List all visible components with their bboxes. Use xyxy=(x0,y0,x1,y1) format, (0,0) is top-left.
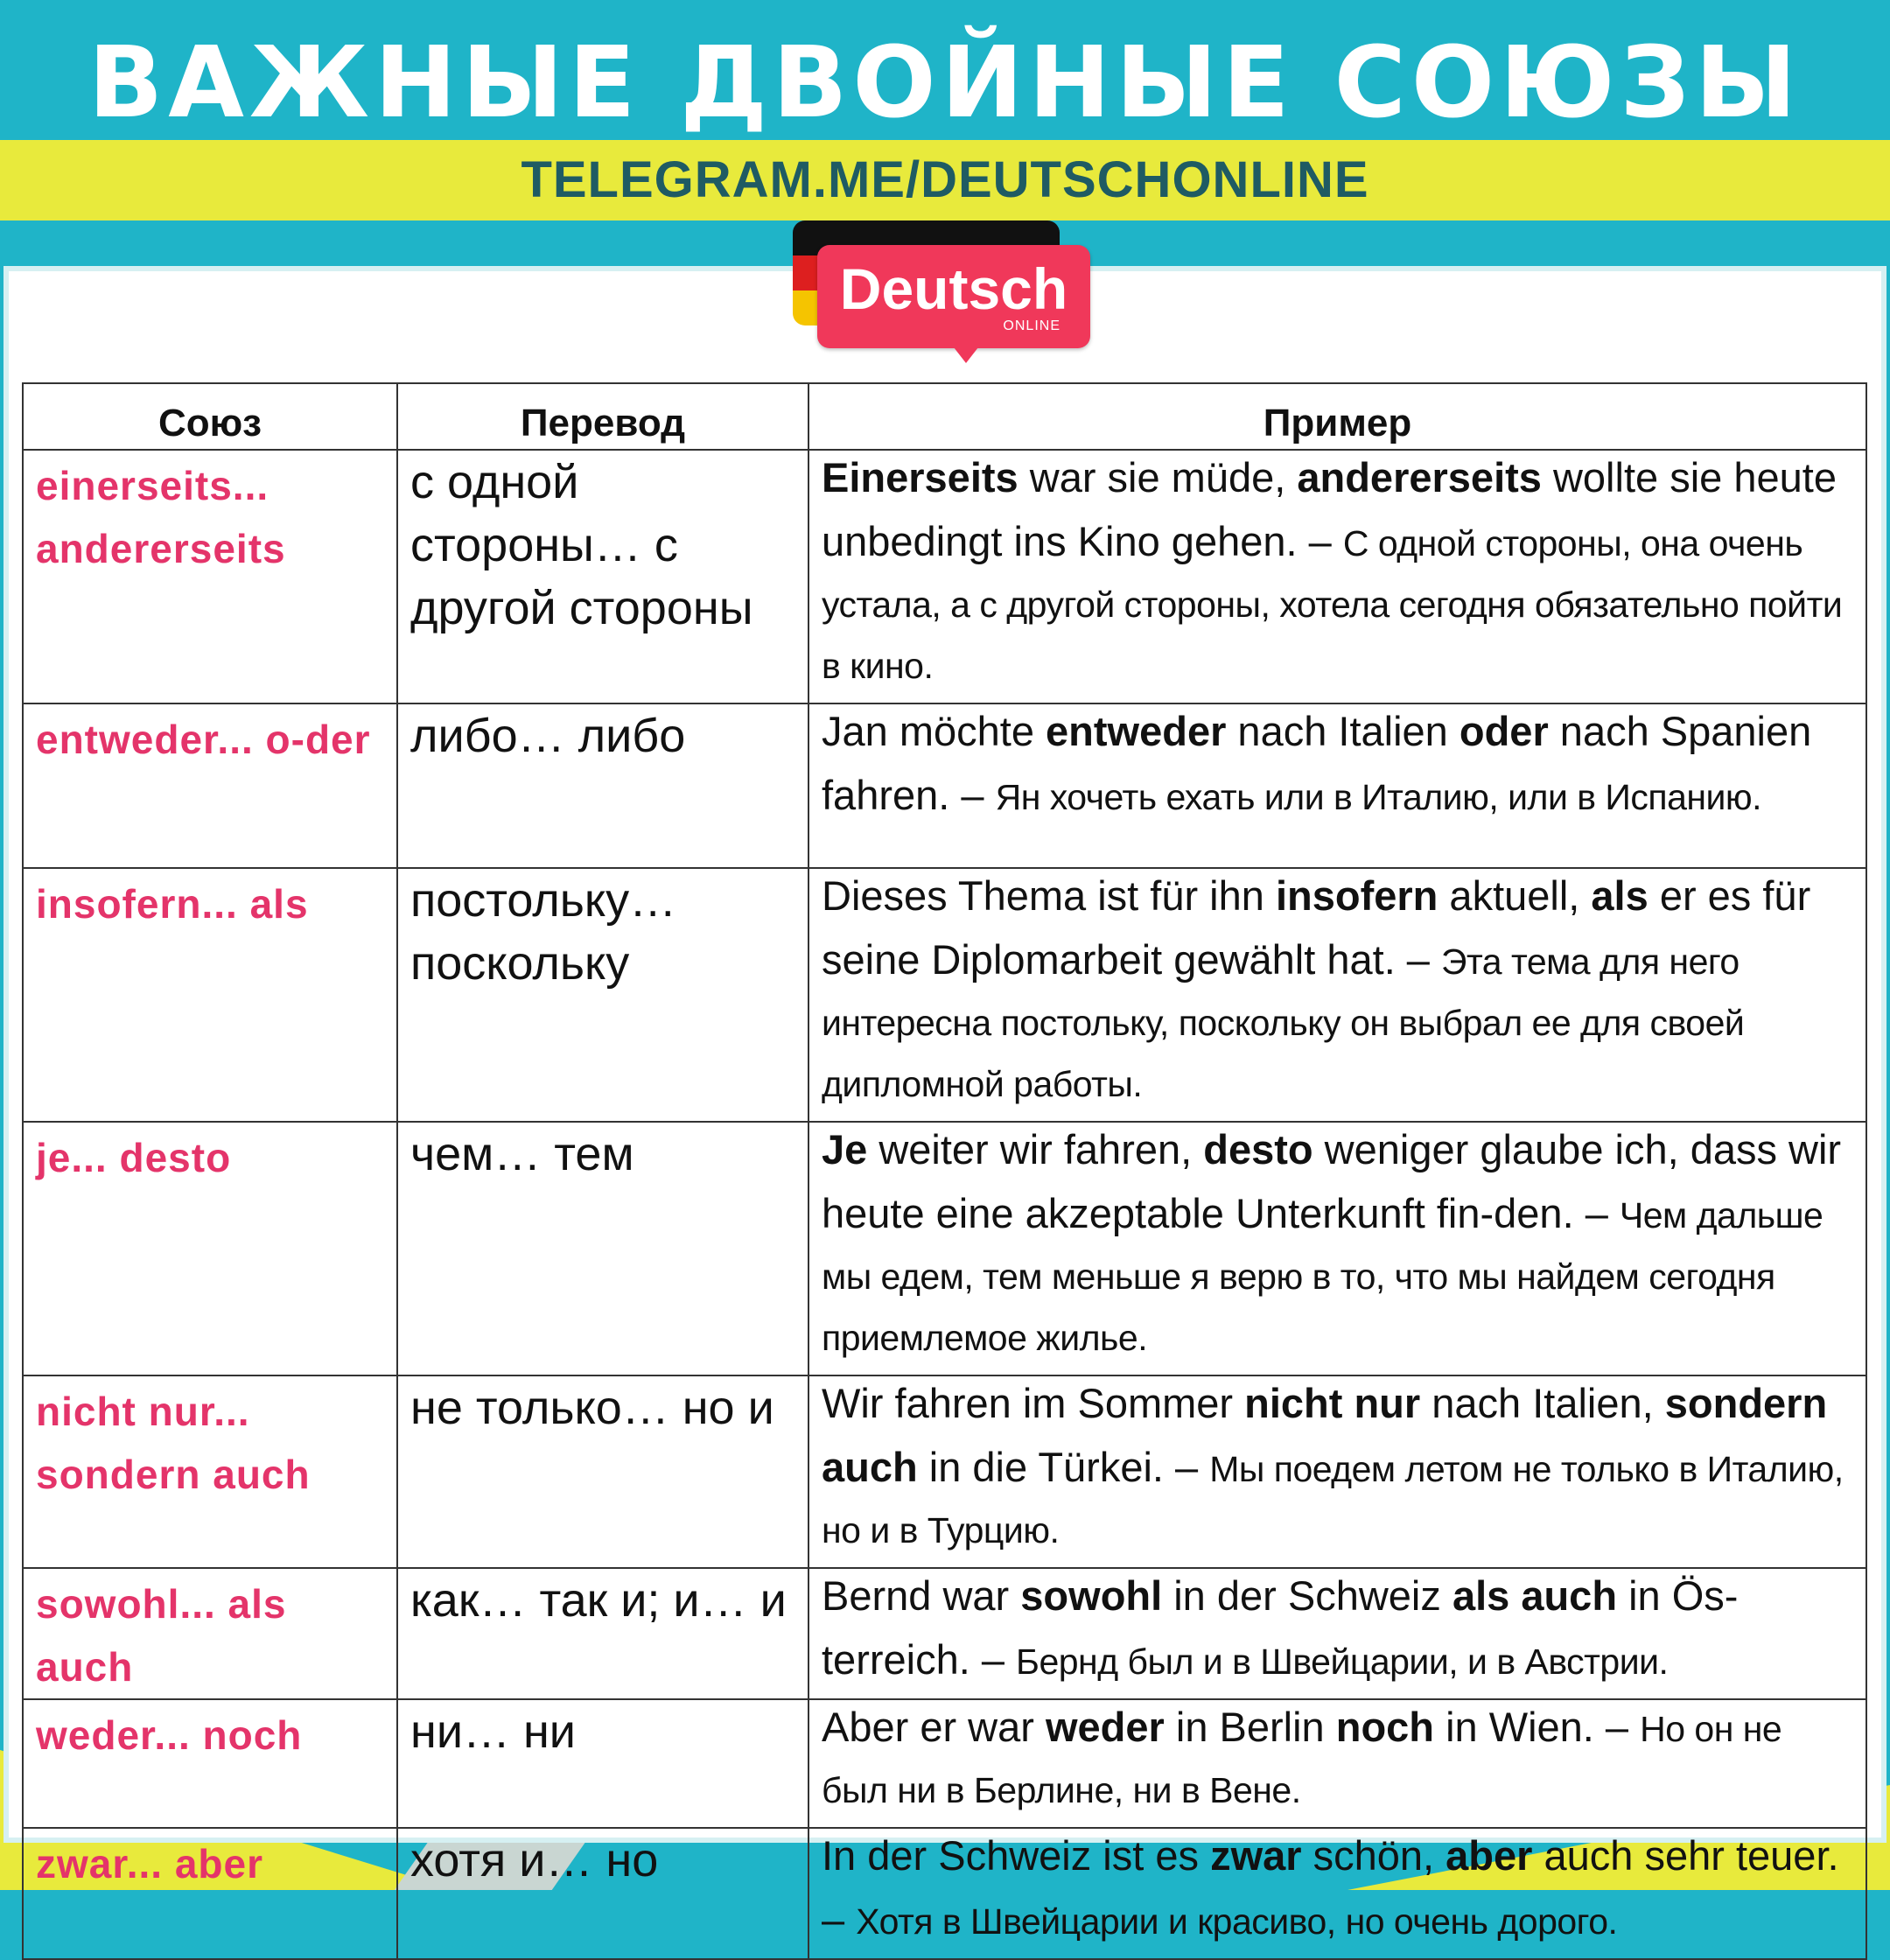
header xyxy=(0,0,1890,140)
example-cell xyxy=(808,1828,1866,1959)
conjunction-cell: je... desto xyxy=(23,1122,397,1376)
highlighted-conjunction: andererseits xyxy=(1297,454,1542,500)
example-text: er es für seine Diplomarbeit gewählt hat. – xyxy=(822,872,1811,983)
conjunction-cell: einerseits... andererseits xyxy=(23,450,397,704)
example-text: Dieses Thema ist für ihn xyxy=(822,872,1276,919)
translation-cell: либо… либо xyxy=(397,704,808,868)
highlighted-conjunction: nicht nur xyxy=(1244,1380,1421,1426)
translation-cell: как… так и; и… и xyxy=(397,1568,808,1699)
example-translation: Мы поедем летом не только в Италию, но и в Турцию. xyxy=(822,1449,1844,1550)
example-text: Jan möchte xyxy=(822,708,1046,754)
header-translation: Перевод xyxy=(397,383,808,450)
example-text: weniger glaube ich, dass wir heute eine akzeptable Unterkunft fin-den. – xyxy=(822,1126,1842,1236)
example-cell xyxy=(808,450,1866,704)
table-row xyxy=(23,450,1866,704)
example-translation: Но он не был ни в Берлине, ни в Вене. xyxy=(822,1709,1782,1810)
example-cell xyxy=(808,1376,1866,1568)
translation-cell: чем… тем xyxy=(397,1122,808,1376)
table-row xyxy=(23,868,1866,1122)
conjunctions-table xyxy=(22,382,1867,1960)
table-row xyxy=(23,1122,1866,1376)
translation-cell: постольку… поскольку xyxy=(397,868,808,1122)
translation-cell: хотя и… но xyxy=(397,1828,808,1959)
example-text: aktuell, xyxy=(1438,872,1592,919)
conjunction-cell: sowohl... als auch xyxy=(23,1568,397,1699)
table-row xyxy=(23,1376,1866,1568)
table-row xyxy=(23,1828,1866,1959)
example-text: in Ös-terreich. – xyxy=(822,1572,1739,1683)
example-text: in die Türkei. – xyxy=(917,1444,1210,1490)
example-text: in Wien. – xyxy=(1434,1704,1641,1750)
highlighted-conjunction: aber xyxy=(1446,1832,1533,1879)
highlighted-conjunction: Je xyxy=(822,1126,868,1172)
example-text: nach Italien xyxy=(1226,708,1460,754)
translation-cell: не только… но и xyxy=(397,1376,808,1568)
example-text: nach Italien, xyxy=(1420,1380,1665,1426)
example-text: Aber er war xyxy=(822,1704,1046,1750)
example-text: schön, xyxy=(1301,1832,1446,1879)
logo-badge xyxy=(817,245,1090,348)
highlighted-conjunction: desto xyxy=(1203,1126,1313,1172)
conjunction-cell: insofern... als xyxy=(23,868,397,1122)
logo-sub: ONLINE xyxy=(1003,318,1060,333)
example-text: weiter wir fahren, xyxy=(867,1126,1204,1172)
highlighted-conjunction: als xyxy=(1591,872,1648,919)
example-text: Wir fahren im Sommer xyxy=(822,1380,1245,1426)
highlighted-conjunction: oder xyxy=(1459,708,1549,754)
example-text: Bernd war xyxy=(822,1572,1021,1619)
conjunction-cell: entweder... o-der xyxy=(23,704,397,868)
example-text: In der Schweiz ist es xyxy=(822,1832,1211,1879)
example-text: auch sehr teuer. – xyxy=(822,1832,1839,1942)
conjunction-cell: zwar... aber xyxy=(23,1828,397,1959)
highlighted-conjunction: sowohl xyxy=(1020,1572,1163,1619)
table-row xyxy=(23,704,1866,868)
example-translation: Бернд был и в Швейцарии, и в Австрии. xyxy=(1016,1642,1669,1682)
subtitle-band xyxy=(0,140,1890,220)
deutsch-online-logo xyxy=(793,220,1090,369)
example-cell xyxy=(808,868,1866,1122)
highlighted-conjunction: Einerseits xyxy=(822,454,1018,500)
telegram-link[interactable]: TELEGRAM.ME/DEUTSCHONLINE xyxy=(521,151,1369,208)
example-text: in Berlin xyxy=(1164,1704,1336,1750)
example-translation: Ян хочеть ехать или в Италию, или в Испанию. xyxy=(995,777,1762,817)
conjunction-cell: weder... noch xyxy=(23,1699,397,1828)
example-cell xyxy=(808,704,1866,868)
example-cell xyxy=(808,1122,1866,1376)
translation-cell: с одной стороны… с другой стороны xyxy=(397,450,808,704)
page-title: ВАЖНЫЕ ДВОЙНЫЕ СОЮЗЫ xyxy=(88,26,1802,140)
header-example: Пример xyxy=(808,383,1866,450)
example-text: wollte sie heute unbedingt ins Kino gehen. – xyxy=(822,454,1837,564)
speech-tail-icon xyxy=(954,347,978,363)
table-header-row xyxy=(23,383,1866,450)
example-translation: Чем дальше мы едем, тем меньше я верю в то, что мы найдем сегодня приемлемое жилье. xyxy=(822,1195,1824,1358)
highlighted-conjunction: zwar xyxy=(1210,1832,1302,1879)
highlighted-conjunction: entweder xyxy=(1046,708,1227,754)
highlighted-conjunction: noch xyxy=(1335,1704,1435,1750)
highlighted-conjunction: sondern auch xyxy=(822,1380,1828,1490)
conjunction-cell: nicht nur... sondern auch xyxy=(23,1376,397,1568)
highlighted-conjunction: weder xyxy=(1045,1704,1165,1750)
example-translation: Эта тема для него интересна постольку, поскольку он выбрал ее для своей дипломной работы. xyxy=(822,942,1745,1104)
example-text: in der Schweiz xyxy=(1162,1572,1452,1619)
example-translation: С одной стороны, она очень устала, а с другой стороны, хотела сегодня обязательно пойти в кино. xyxy=(822,523,1843,686)
example-cell xyxy=(808,1699,1866,1828)
example-text: war sie müde, xyxy=(1018,454,1298,500)
table-row xyxy=(23,1568,1866,1699)
example-text: nach Spanien fahren. – xyxy=(822,708,1812,818)
example-translation: Хотя в Швейцарии и красиво, но очень дорого. xyxy=(856,1901,1618,1942)
translation-cell: ни… ни xyxy=(397,1699,808,1828)
table-row xyxy=(23,1699,1866,1828)
header-conjunction: Союз xyxy=(23,383,397,450)
example-cell xyxy=(808,1568,1866,1699)
highlighted-conjunction: als auch xyxy=(1452,1572,1618,1619)
logo-word: Deutsch xyxy=(839,256,1068,321)
highlighted-conjunction: insofern xyxy=(1275,872,1438,919)
